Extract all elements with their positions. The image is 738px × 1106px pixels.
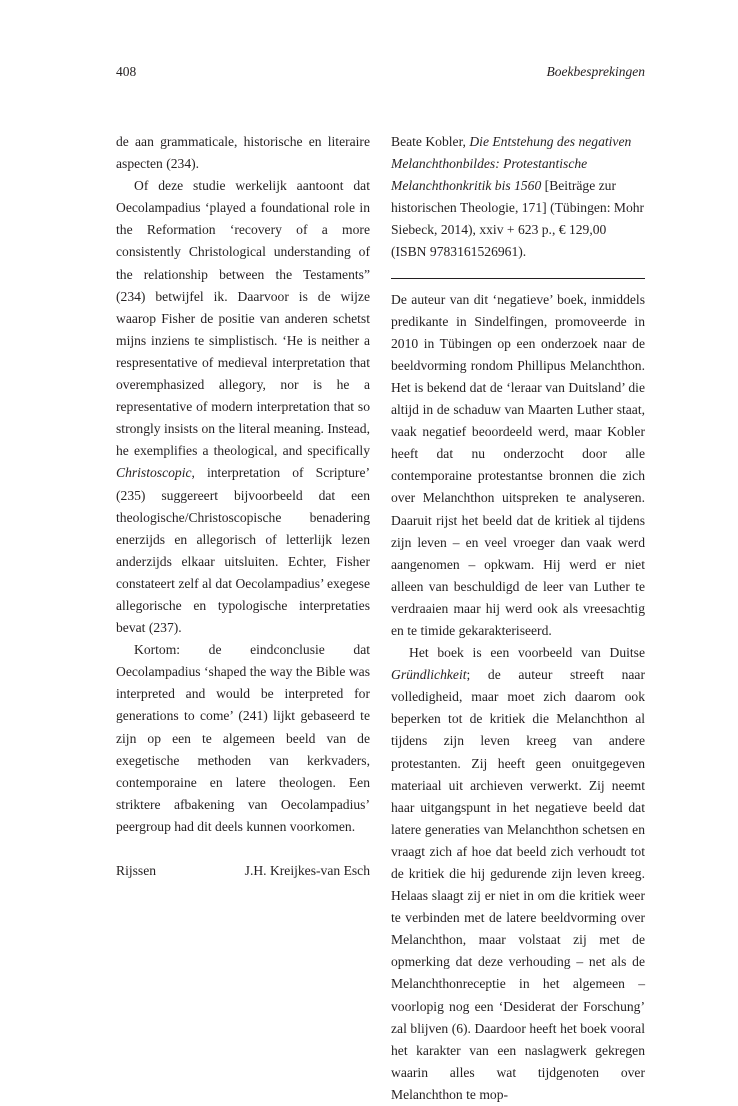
running-title: Boekbesprekingen (546, 64, 645, 79)
left-paragraph-2 (116, 175, 370, 639)
divider-rule (391, 278, 645, 279)
left-paragraph-3: Kortom: de eindconclusie dat Oecolampadius ‘shaped the way the Bible was interpreted and would be interpreted for generations to come’ (241) lijkt gebaseerd te zijn op een te algemeen beeld van de exegetische methoden van kerkvaders, contemporaine en latere theologen. Een striktere afbakening van Oecolampadius’ peergroup had dit deels kunnen voorkomen. (116, 642, 370, 834)
page-number: 408 (116, 64, 137, 79)
review-signature (116, 860, 370, 882)
right-paragraph-2-text-b: ; de auteur streeft naar volledigheid, maar moet zich daarom ook beperken tot de kritiek die Melanchthon al tijdens zijn leven kreeg van andere protestanten. Zij heeft geen onuitgegeven materiaal uit archieven verwerkt. Zij neemt haar uitgangspunt in het negatieve beeld dat latere generaties van Melanchthon schetsen en vraagt zich af hoe dat beeld zich verhoudt tot de kritiek die hij gedurende zijn leven kreeg. Helaas slaagt zij er niet in om die kritiek weer te verbinden met de latere beeldvorming over Melanchthon, maar volstaat zij met de opmerking dat deze verhouding – net als de Melanchthonreceptie in het algemeen – voorlopig nog een ‘Desiderat der Forschung’ zal blijven (6). Daardoor heeft het boek vooral het karakter van een naslagwerk gekregen waarin alles wat tijdgenoten over Melanchthon te mop- (391, 667, 645, 1102)
right-paragraph-2-italic: Gründlichkeit (391, 667, 467, 683)
right-paragraph-1: De auteur van dit ‘negatieve’ boek, inmiddels predikante in Sindelfingen, promoveerde in 2010 in Tübingen op een onderzoek naar de beeldvorming rondom Phillipus Melanchthon. Het is bekend dat de ‘leraar van Duitsland’ die altijd in de schaduw van Maarten Luther staat, vaak negatief beoordeeld werd, maar Kobler heeft dat nu onderzocht door alle contemporaine protestantse bronnen die zich over Melanchthon uitspreken te analyseren. Daaruit rijst het beeld dat de kritiek al tijdens zijn leven – en veel vroeger dan vaak werd aangenomen – opkwam. Hij werd er niet alleen van beschuldigd de leer van Luther te verdraaien maar hij werd ook als vreesachtig en te timide gekarakteriseerd. (391, 291, 645, 638)
left-paragraph-2-text-a: Of deze studie werkelijk aantoont dat Oecolampadius ‘played a foundational role in the Reformation ‘recovery of a more consistently Christological understanding of the relationship between the Testaments” (234) betwijfel ik. Daarvoor is de wijze waarop Fisher de positie van anderen schetst mijns inziens te simplistisch. ‘He is neither a respresentative of medieval interpretation that overemphasized allegory, nor is he a representative of modern interpretation that so strongly insists on the literal meaning. Instead, he exemplifies a theological, and specifically (116, 178, 370, 459)
right-paragraph-2 (391, 642, 645, 1106)
right-column (391, 131, 645, 1106)
left-paragraph-2-text-b: , interpretation of Scripture’ (235) suggereert bijvoorbeeld dat een theologische/Christoscopische benadering enerzijds en allegorisch of letterlijk lezen anderzijds elkaar uitsluiten. Echter, Fisher constateert zelf al dat Oecolampadius’ exegese allegorische en typologische interpretaties bevat (237). (116, 465, 370, 636)
left-column (116, 131, 370, 882)
signature-place: Rijssen (116, 863, 157, 878)
signature-name: J.H. Kreijkes-van Esch (244, 863, 370, 878)
left-paragraph-2-italic: Christoscopic (116, 465, 192, 481)
book-reference (391, 131, 645, 264)
left-paragraph-1: de aan grammaticale, historische en literaire aspecten (234). (116, 134, 370, 172)
book-author: Beate Kobler, (391, 134, 470, 149)
book-title: Die Entstehung des negativen Melanchthonbildes: Protestantische Melanchthonkritik bis 1560 (391, 134, 632, 194)
book-details: [Beiträge zur historischen Theologie, 171] (Tübingen: Mohr Siebeck, 2014), xxiv + 623 p., € 129,00 (ISBN 9783161526961). (391, 178, 645, 260)
page-header (116, 64, 645, 84)
right-paragraph-2-text-a: Het boek is een voorbeeld van Duitse (409, 645, 645, 661)
